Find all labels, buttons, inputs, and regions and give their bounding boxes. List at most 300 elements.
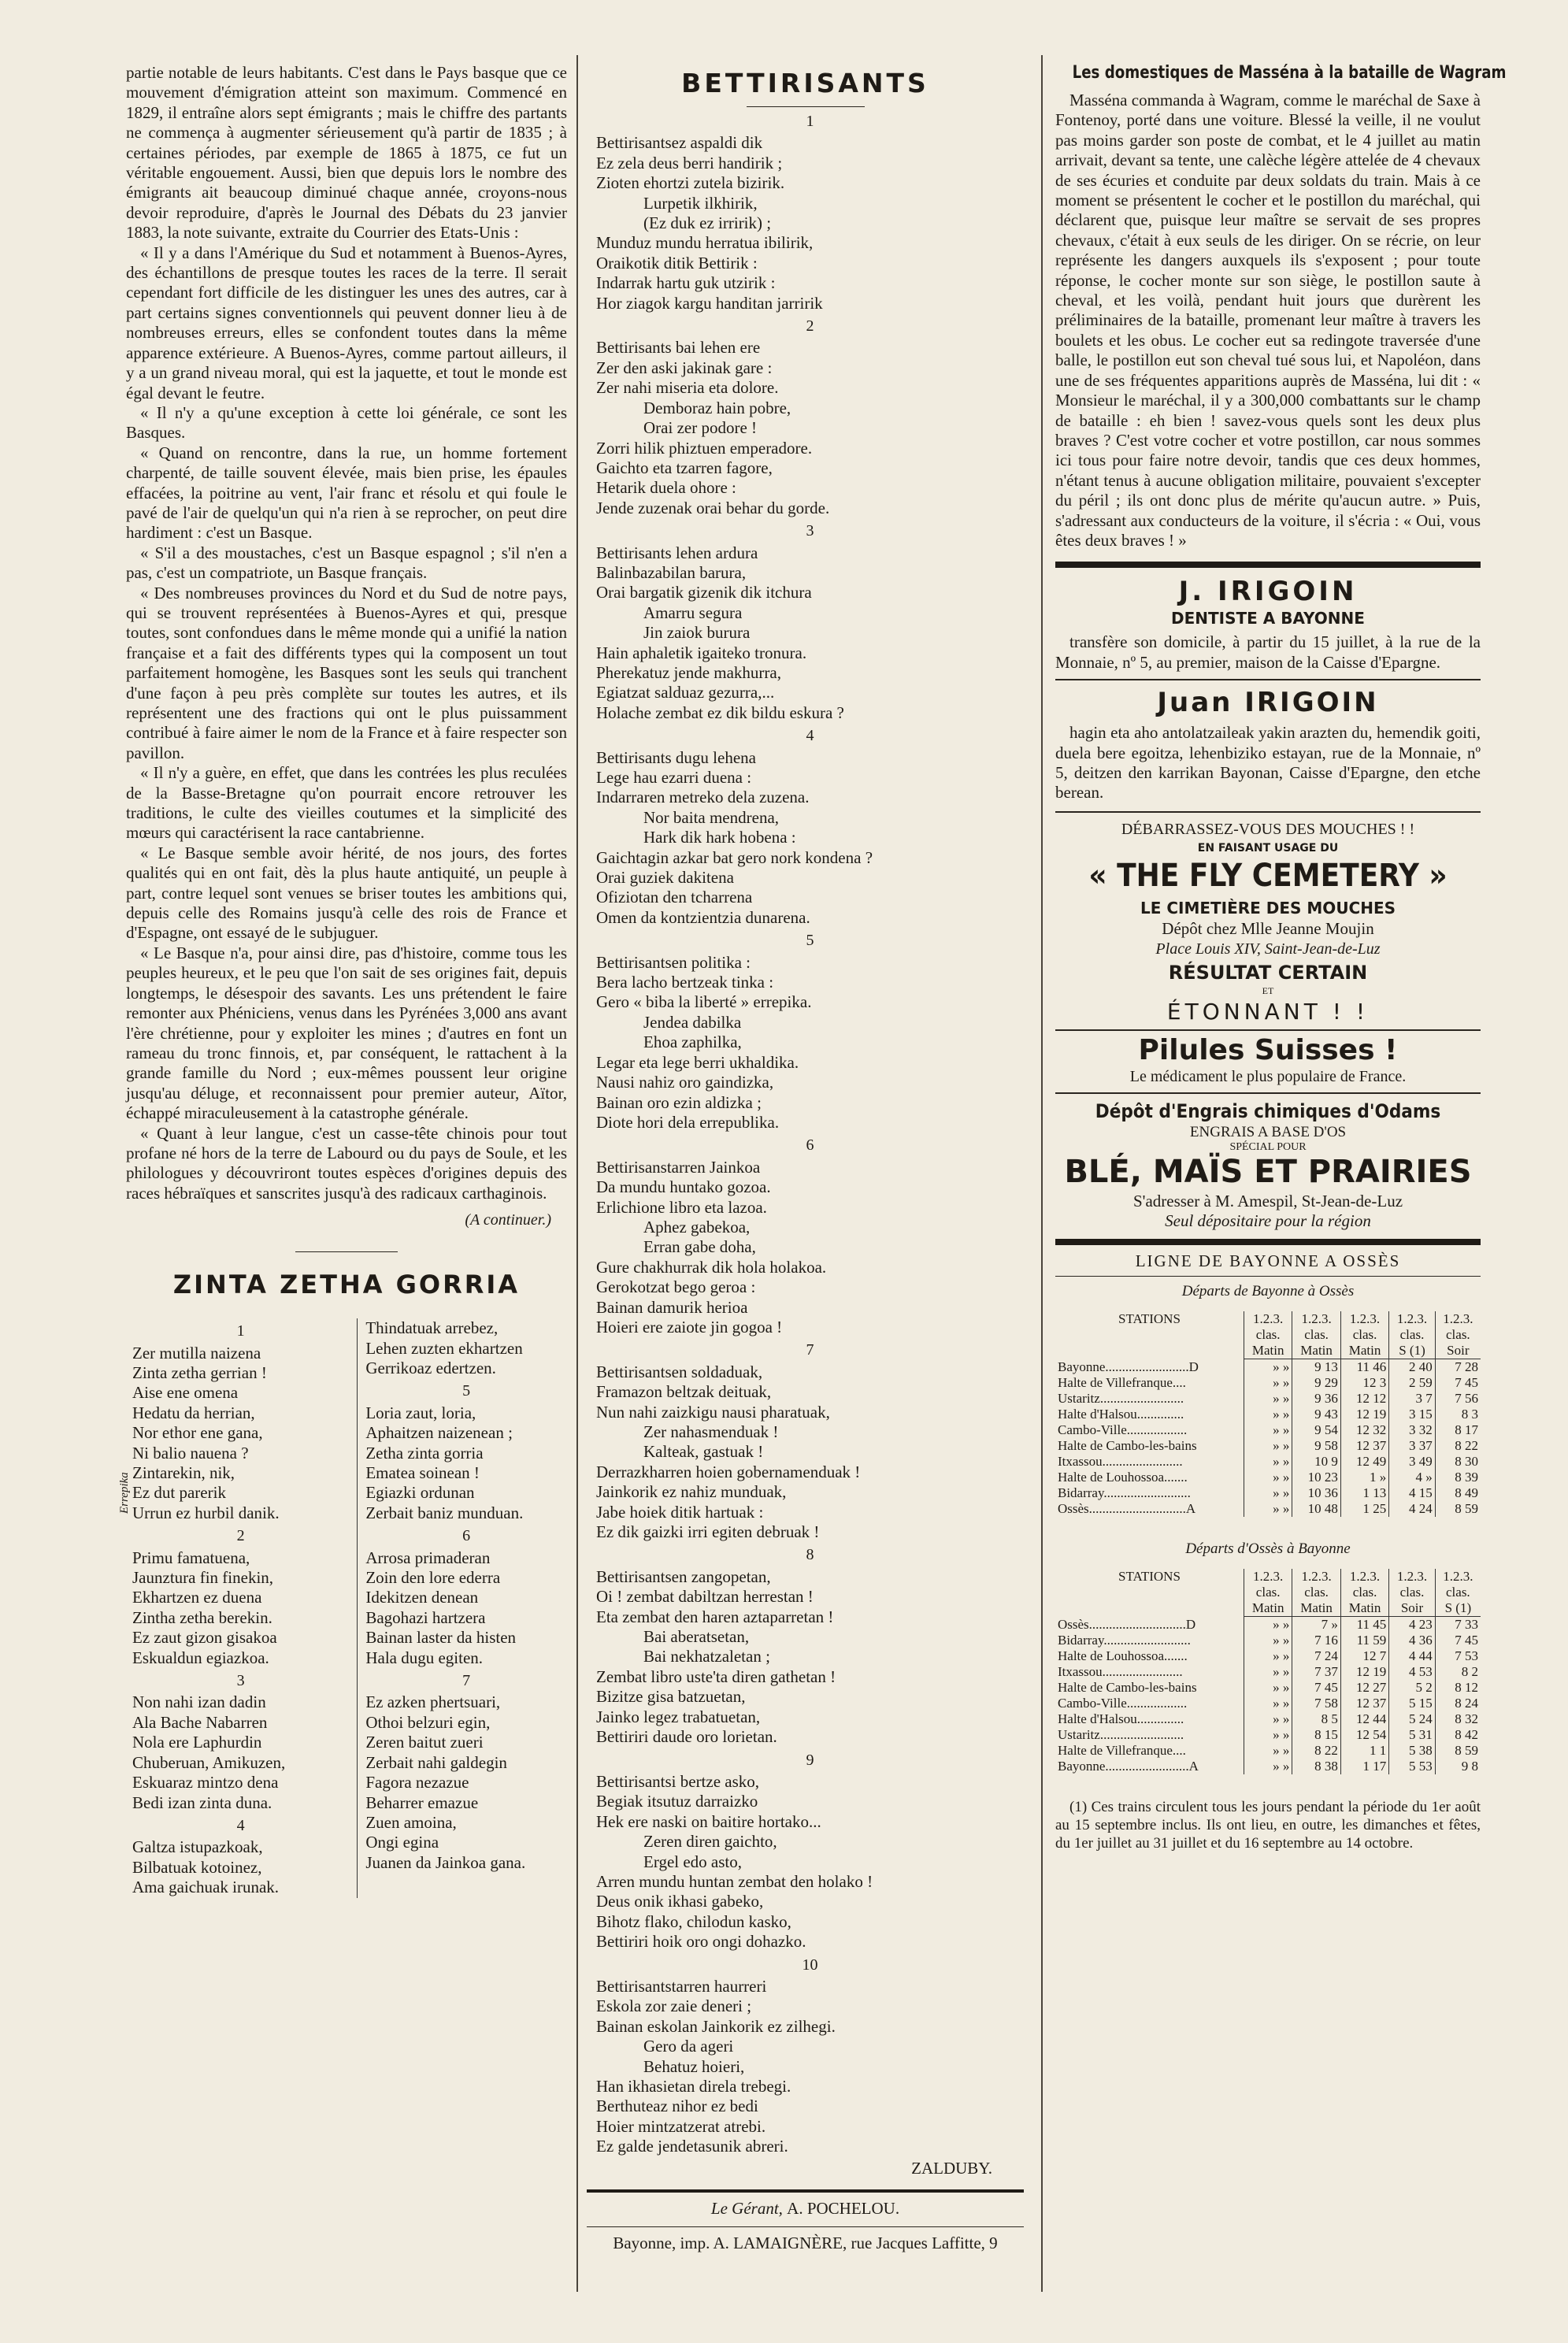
signature: ZALDUBY. xyxy=(911,2158,992,2178)
verse-line: Ez azken phertsuari, xyxy=(365,1692,501,1712)
departure-time: » » xyxy=(1244,1407,1292,1422)
departure-time: 12 54 xyxy=(1340,1727,1388,1743)
footnote-text: (1) Ces trains circulent tous les jours pendant la période du 1er août au 15 septembre inclus. Ils ont lieu, en outre, les dimanches et fêtes, du 1er juillet au 31 juillet et du 16 septembre au 14 octobre. xyxy=(1055,1798,1481,1852)
stanza xyxy=(365,1548,567,1668)
verse-line: Pherekatuz jende makhurra, xyxy=(596,662,781,682)
departure-time: 9 36 xyxy=(1292,1391,1340,1407)
verse-line: Aphez gabekoa, xyxy=(643,1217,751,1236)
divider xyxy=(1055,1029,1481,1031)
departure-time: 8 59 xyxy=(1435,1501,1481,1517)
departure-time: 12 12 xyxy=(1340,1391,1388,1407)
stanza xyxy=(596,748,1024,929)
station-name: Halte d'Halsou.............. xyxy=(1058,1406,1184,1422)
verse-line: Amarru segura xyxy=(643,602,743,622)
stanza xyxy=(596,1567,1024,1748)
table-header-row xyxy=(1055,1311,1481,1327)
verse-line: Zerbait baniz munduan. xyxy=(365,1503,524,1522)
verse-line: Urrun ez hurbil danik. xyxy=(132,1503,280,1522)
departure-time: 8 22 xyxy=(1435,1438,1481,1454)
verse-line: Nola ere Laphurdin xyxy=(132,1733,262,1752)
departure-time: 5 53 xyxy=(1389,1759,1435,1774)
period-header: S (1) xyxy=(1389,1343,1435,1359)
class-header: 1.2.3. xyxy=(1292,1311,1340,1327)
verse-line: Zetha zinta gorria xyxy=(365,1443,484,1463)
verse-line: Hetarik duela ohore : xyxy=(596,478,736,498)
station-name: Cambo-Ville.................. xyxy=(1058,1695,1188,1711)
departure-time: » » xyxy=(1244,1711,1292,1727)
fly-line-9: ÉTONNANT ! ! xyxy=(1166,998,1370,1025)
verse-line: Gerrikoaz edertzen. xyxy=(365,1358,496,1377)
continued-note: (A continuer.) xyxy=(465,1211,551,1229)
stanza xyxy=(596,133,1024,313)
period-header: Soir xyxy=(1389,1600,1435,1617)
departure-time: 8 22 xyxy=(1292,1743,1340,1759)
verse-line: Jaunztura fin finekin, xyxy=(132,1568,274,1588)
table-row xyxy=(1055,1438,1481,1454)
massena-article xyxy=(1055,91,1481,551)
zinta-left-column xyxy=(118,1318,349,1897)
paragraph: « Quand on rencontre, dans la rue, un homme fortement charpenté, de taille souvent élevée, mais bien prise, les épaules effacées, la poitrine au vent, l'air franc et résolu et qui foule le pavé de l'air de quelqu'un qui n'a rien à se reprocher, on peut dire hardiment : c'est un Basque. xyxy=(126,443,567,543)
verse-line: Zoin den lore ederra xyxy=(365,1568,501,1588)
departure-time: 1 13 xyxy=(1340,1485,1388,1501)
engrais-line-3: SPÉCIAL POUR xyxy=(1229,1140,1307,1153)
stanza xyxy=(596,1772,1024,1952)
zinta-right-column xyxy=(365,1318,567,1897)
stations-header: STATIONS xyxy=(1118,1311,1181,1326)
departure-time: » » xyxy=(1244,1616,1292,1633)
table-row xyxy=(1055,1680,1481,1696)
fly-cemetery-title: « THE FLY CEMETERY » xyxy=(1088,857,1448,894)
verse-line: Derrazkharren hoien gobernamenduak ! xyxy=(596,1462,861,1481)
period-header: Matin xyxy=(1244,1343,1292,1359)
stanza-number: 6 xyxy=(462,1527,471,1545)
departure-time: 7 24 xyxy=(1292,1648,1340,1664)
departure-time: 12 19 xyxy=(1340,1664,1388,1680)
departure-time: 7 37 xyxy=(1292,1664,1340,1680)
fly-line-1: DÉBARRASSEZ-VOUS DES MOUCHES ! ! xyxy=(1121,820,1415,838)
verse-line: Holache zembat ez dik bildu eskura ? xyxy=(596,703,844,722)
departure-time: 5 2 xyxy=(1389,1680,1435,1696)
verse-line: Hedatu da herrian, xyxy=(132,1403,255,1422)
juan-irigoin-name: Juan IRIGOIN xyxy=(1157,687,1379,719)
stanza-number: 4 xyxy=(806,727,814,745)
verse-line: Lege hau ezarri duena : xyxy=(596,768,752,787)
stanza-number: 1 xyxy=(806,113,814,130)
period-header: S (1) xyxy=(1435,1600,1481,1617)
verse-line: Zintarekin, nik, xyxy=(132,1463,235,1482)
table-row xyxy=(1055,1454,1481,1470)
verse-line: Zerbait nahi galdegin xyxy=(365,1752,507,1772)
verse-line: Bettirisanstarren Jainkoa xyxy=(596,1157,761,1177)
station-name: Bayonne.........................A xyxy=(1058,1758,1199,1774)
gerant-label: Le Gérant, xyxy=(710,2198,783,2218)
verse-line: Diote hori dela errepublika. xyxy=(596,1112,780,1132)
departure-time: 8 49 xyxy=(1435,1485,1481,1501)
stanza-number: 2 xyxy=(236,1527,245,1545)
departure-time: » » xyxy=(1244,1438,1292,1454)
column-separator xyxy=(576,55,578,2292)
station-name: Ossès.............................A xyxy=(1058,1500,1196,1516)
verse-line: Fagora nezazue xyxy=(365,1773,469,1792)
verse-line: Bainan laster da histen xyxy=(365,1628,517,1648)
divider xyxy=(1055,1239,1481,1245)
table-row xyxy=(1055,1359,1481,1375)
table-row xyxy=(1055,1759,1481,1774)
verse-line: Zeren diren gaichto, xyxy=(643,1832,777,1852)
departure-time: 4 15 xyxy=(1389,1485,1435,1501)
verse-line: Hoier mintzatzerat atrebi. xyxy=(596,2116,766,2136)
verse-line: Zer nahasmenduak ! xyxy=(643,1422,779,1441)
departure-time: 3 37 xyxy=(1389,1438,1435,1454)
departure-time: 8 38 xyxy=(1292,1759,1340,1774)
departure-time: 3 15 xyxy=(1389,1407,1435,1422)
departure-time: » » xyxy=(1244,1391,1292,1407)
verse-line: Bettirisantsen politika : xyxy=(596,952,751,972)
class-header: 1.2.3. xyxy=(1292,1569,1340,1585)
stanza-number: 3 xyxy=(806,522,814,540)
period-header: Matin xyxy=(1244,1600,1292,1617)
clas-header: clas. xyxy=(1389,1585,1435,1600)
class-header: 1.2.3. xyxy=(1389,1311,1435,1327)
paragraph: « Il n'y a guère, en effet, que dans les contrées les plus reculées de la Basse-Bretagne qu'on pourrait encore retrouver les traditions, le culte des vieilles coutumes et la simplicité des mœurs qui caractérisent la race cantabrienne. xyxy=(126,763,567,843)
paragraph: « Quant à leur langue, c'est un casse-tête chinois pour tout profane né hors de la terre de Labourd ou du pays de Soule, et les philologues y découvriront toutes espèces d'origines depuis des races hébraïques et sanscrites jusqu'à des radicaux carthaginois. xyxy=(126,1123,567,1203)
verse-line: Framazon beltzak deituak, xyxy=(596,1382,772,1402)
verse-line: Han ikhasietan direla trebegi. xyxy=(596,2077,791,2096)
verse-line: Eskola zor zaie deneri ; xyxy=(596,1996,752,2016)
verse-line: Bihotz flako, chilodun kasko, xyxy=(596,1911,791,1931)
departure-time: 7 58 xyxy=(1292,1696,1340,1711)
verse-line: Gure chakhurrak dik hola holakoa. xyxy=(596,1257,827,1277)
verse-line: Lehen zuzten ekhartzen xyxy=(365,1338,523,1358)
departure-time: 12 44 xyxy=(1340,1711,1388,1727)
verse-line: Jendea dabilka xyxy=(643,1012,742,1032)
departure-time: 4 » xyxy=(1389,1470,1435,1485)
verse-line: Gaichto eta tzarren fagore, xyxy=(596,458,773,477)
dep2-title: Départs d'Ossès à Bayonne xyxy=(1185,1540,1351,1557)
verse-line: Bettiriri hoik oro ongi dohazko. xyxy=(596,1932,806,1952)
station-name: Ustaritz......................... xyxy=(1058,1726,1184,1742)
engrais-title: Dépôt d'Engrais chimiques d'Odams xyxy=(1095,1099,1441,1122)
timetable-osses-bayonne xyxy=(1055,1569,1481,1774)
verse-line: Bettirisantstarren haurreri xyxy=(596,1976,767,1996)
verse-line: Bettiriri daude oro lorietan. xyxy=(596,1727,777,1747)
stanza-number: 3 xyxy=(236,1672,245,1690)
engrais-products: BLÉ, MAÏS ET PRAIRIES xyxy=(1064,1153,1472,1190)
verse-line: Omen da kontzientzia dunarena. xyxy=(596,907,810,927)
verse-line: Zeren baitut zueri xyxy=(365,1733,484,1752)
station-name: Halte de Villefranque.... xyxy=(1058,1374,1186,1390)
verse-line: Orai guziek dakitena xyxy=(596,868,734,888)
verse-line: Bettirisantsen zangopetan, xyxy=(596,1566,771,1586)
departure-time: » » xyxy=(1244,1633,1292,1648)
departure-time: » » xyxy=(1244,1470,1292,1485)
departure-time: 10 9 xyxy=(1292,1454,1340,1470)
station-name: Halte de Villefranque.... xyxy=(1058,1742,1186,1758)
verse-line: Zuen amoina, xyxy=(365,1812,457,1832)
departure-time: 5 38 xyxy=(1389,1743,1435,1759)
departure-time: 8 32 xyxy=(1435,1711,1481,1727)
table-row xyxy=(1055,1616,1481,1633)
station-name: Halte de Louhossoa....... xyxy=(1058,1648,1188,1663)
verse-line: Zorri hilik phiztuen emperadore. xyxy=(596,438,813,458)
table-row xyxy=(1055,1375,1481,1391)
irigoin-ad xyxy=(1055,632,1481,673)
stanza-number: 8 xyxy=(806,1546,814,1564)
verse-line: Beharrer emazue xyxy=(365,1792,479,1812)
stanza-number: 4 xyxy=(236,1816,245,1834)
departure-time: » » xyxy=(1244,1359,1292,1375)
departure-time: 4 53 xyxy=(1389,1664,1435,1680)
verse-line: Non nahi izan dadin xyxy=(132,1692,266,1712)
massena-title: Les domestiques de Masséna à la bataille de Wagram xyxy=(1072,63,1507,83)
departure-time: 12 49 xyxy=(1340,1454,1388,1470)
zinta-title: ZINTA ZETHA GORRIA xyxy=(172,1270,521,1300)
verse-line: Oraikotik ditik Bettirik : xyxy=(596,253,758,272)
verse-line: Ama gaichuak irunak. xyxy=(132,1878,280,1897)
verse-line: Jabe hoiek ditik hartuak : xyxy=(596,1502,764,1522)
departure-time: 8 39 xyxy=(1435,1470,1481,1485)
clas-header: clas. xyxy=(1292,1327,1340,1343)
verse-line: Zintha zetha berekin. xyxy=(132,1607,272,1627)
station-name: Bayonne.........................D xyxy=(1058,1359,1199,1374)
departure-time: 7 56 xyxy=(1435,1391,1481,1407)
departure-time: 2 40 xyxy=(1389,1359,1435,1375)
divider xyxy=(1055,679,1481,680)
station-name: Cambo-Ville.................. xyxy=(1058,1422,1188,1437)
stanza-number: 2 xyxy=(806,317,814,336)
departure-time: 10 23 xyxy=(1292,1470,1340,1485)
irigoin-role: DENTISTE A BAYONNE xyxy=(1171,609,1365,628)
station-name: Bidarray.......................... xyxy=(1058,1485,1191,1500)
stations-header: STATIONS xyxy=(1118,1568,1181,1584)
juan-irigoin-text: hagin eta aho antolatzaileak yakin arazten du, hemendik goiti, duela bere egoitza, lehenbiziko estayan, rue de la Monnaie, nº 5, deitzen den karrikan Bayonan, Caisse d'Epargne, den etche berean. xyxy=(1055,723,1481,803)
verse-line: Hoieri ere zaiote jin gogoa ! xyxy=(596,1317,783,1336)
verse-line: Begiak itsutuz darraizko xyxy=(596,1792,758,1811)
departure-time: 9 13 xyxy=(1292,1359,1340,1375)
fly-line-8: ET xyxy=(1262,984,1274,996)
verse-line: Ez galde jendetasunik abreri. xyxy=(596,2137,788,2156)
verse-line: Ni balio nauena ? xyxy=(132,1443,249,1463)
departure-time: 7 33 xyxy=(1435,1616,1481,1633)
gerant-line xyxy=(587,2199,1024,2219)
stanza-number: 10 xyxy=(802,1956,818,1974)
verse-line: Kalteak, gastuak ! xyxy=(643,1442,764,1462)
departure-time: 12 37 xyxy=(1340,1696,1388,1711)
stanza xyxy=(132,1344,349,1463)
verse-line: Oi ! zembat dabiltzan herrestan ! xyxy=(596,1587,814,1607)
departure-time: 1 17 xyxy=(1340,1759,1388,1774)
fly-line-7: RÉSULTAT CERTAIN xyxy=(1168,961,1368,984)
verse-line: Bettirisantsen soldaduak, xyxy=(596,1362,763,1381)
departure-time: » » xyxy=(1244,1759,1292,1774)
verse-line: Hek ere naski on baitire hortako... xyxy=(596,1811,821,1831)
verse-line: Aise ene omena xyxy=(132,1383,239,1403)
imprint: Bayonne, imp. A. LAMAIGNÈRE, rue Jacques Laffitte, 9 xyxy=(613,2233,998,2252)
verse-line: Zinta zetha gerrian ! xyxy=(132,1362,267,1382)
verse-line: Ekhartzen ez duena xyxy=(132,1588,262,1607)
class-header: 1.2.3. xyxy=(1244,1569,1292,1585)
verse-line: Behatuz hoieri, xyxy=(643,2056,745,2076)
departure-time: 7 45 xyxy=(1435,1633,1481,1648)
verse-line: Ofiziotan den tcharrena xyxy=(596,888,753,907)
stanza xyxy=(365,1318,567,1378)
bettirisants-title: BETTIRISANTS xyxy=(681,68,929,98)
irigoin-text: transfère son domicile, à partir du 15 juillet, à la rue de la Monnaie, nº 5, au premier, maison de la Caisse d'Epargne. xyxy=(1055,632,1481,672)
departure-time: 10 48 xyxy=(1292,1501,1340,1517)
departure-time: 8 3 xyxy=(1435,1407,1481,1422)
departure-time: 8 5 xyxy=(1292,1711,1340,1727)
verse-line: Ez dik gaizki irri egiten debruak ! xyxy=(596,1522,820,1542)
departure-time: 2 59 xyxy=(1389,1375,1435,1391)
departure-time: 11 45 xyxy=(1340,1616,1388,1633)
verse-line: Zer den aski jakinak gare : xyxy=(596,358,773,377)
verse-line: Bainan oro ezin aldizka ; xyxy=(596,1092,762,1112)
departure-time: 7 53 xyxy=(1435,1648,1481,1664)
departure-time: » » xyxy=(1244,1485,1292,1501)
gerant-name: A. POCHELOU. xyxy=(787,2198,900,2218)
column-1 xyxy=(118,63,567,1898)
period-header: Soir xyxy=(1435,1343,1481,1359)
stanza-number: 9 xyxy=(806,1751,814,1769)
clas-header: clas. xyxy=(1389,1327,1435,1343)
verse-line: Hain aphaletik igaiteko tronura. xyxy=(596,643,807,662)
station-name: Itxassou........................ xyxy=(1058,1453,1183,1469)
fly-line-6: Place Louis XIV, Saint-Jean-de-Luz xyxy=(1155,940,1381,958)
verse-line: Da mundu huntako gozoa. xyxy=(596,1177,771,1197)
juan-irigoin-ad xyxy=(1055,723,1481,803)
departure-time: 4 23 xyxy=(1389,1616,1435,1633)
departure-time: » » xyxy=(1244,1743,1292,1759)
zinta-poem xyxy=(118,1318,567,1897)
clas-header: clas. xyxy=(1435,1585,1481,1600)
verse-line: Bilbatuak kotoinez, xyxy=(132,1857,262,1877)
departure-time: 5 31 xyxy=(1389,1727,1435,1743)
table-header-row xyxy=(1055,1569,1481,1585)
verse-line: Zioten ehortzi zutela bizirik. xyxy=(596,173,785,193)
verse-line: Berthuteaz nihor ez bedi xyxy=(596,2096,758,2116)
departure-time: 12 7 xyxy=(1340,1648,1388,1664)
verse-line: Gerokotzat bego geroa : xyxy=(596,1277,756,1297)
station-name: Halte de Cambo-les-bains xyxy=(1058,1437,1197,1453)
stanza xyxy=(596,1158,1024,1338)
departure-time: 7 45 xyxy=(1435,1375,1481,1391)
stanza-number: 7 xyxy=(462,1672,471,1690)
ligne-title: LIGNE DE BAYONNE A OSSÈS xyxy=(1135,1251,1401,1270)
verse-line: Bettirisants dugu lehena xyxy=(596,747,756,767)
departure-time: 9 29 xyxy=(1292,1375,1340,1391)
departure-time: 8 2 xyxy=(1435,1664,1481,1680)
table-row xyxy=(1055,1407,1481,1422)
table-row xyxy=(1055,1696,1481,1711)
verse-line: Nor baita mendrena, xyxy=(643,807,780,827)
departure-time: 1 25 xyxy=(1340,1501,1388,1517)
table-row xyxy=(1055,1501,1481,1517)
station-name: Halte de Cambo-les-bains xyxy=(1058,1679,1197,1695)
clas-header: clas. xyxy=(1244,1327,1292,1343)
divider xyxy=(1055,562,1481,568)
departure-time: 4 44 xyxy=(1389,1648,1435,1664)
divider xyxy=(587,2189,1024,2193)
stanza xyxy=(365,1692,567,1873)
verse-line: Bainan damurik herioa xyxy=(596,1297,748,1317)
class-header: 1.2.3. xyxy=(1389,1569,1435,1585)
fly-line-2: EN FAISANT USAGE DU xyxy=(1197,841,1339,855)
verse-line: Erran gabe doha, xyxy=(643,1237,756,1257)
verse-line: Chuberuan, Amikuzen, xyxy=(132,1752,286,1772)
departure-time: 9 58 xyxy=(1292,1438,1340,1454)
verse-line: Idekitzen denean xyxy=(365,1588,479,1607)
verse-line: Othoi belzuri egin, xyxy=(365,1712,491,1732)
fly-line-4: LE CIMETIÈRE DES MOUCHES xyxy=(1140,898,1396,918)
engrais-line-5: S'adresser à M. Amespil, St-Jean-de-Luz xyxy=(1132,1191,1403,1210)
verse-line: Gaichtagin azkar bat gero nork kondena ? xyxy=(596,847,873,867)
station-name: Bidarray.......................... xyxy=(1058,1632,1191,1648)
verse-line: Arrosa primaderan xyxy=(365,1548,491,1567)
departure-time: 5 24 xyxy=(1389,1711,1435,1727)
departure-time: 12 19 xyxy=(1340,1407,1388,1422)
period-header: Matin xyxy=(1340,1343,1388,1359)
departure-time: 10 36 xyxy=(1292,1485,1340,1501)
clas-header: clas. xyxy=(1340,1585,1388,1600)
departure-time: 9 43 xyxy=(1292,1407,1340,1422)
stanza-number: 7 xyxy=(806,1341,814,1359)
verse-line: Jainko legez trabatuetan, xyxy=(596,1707,761,1726)
table-row xyxy=(1055,1743,1481,1759)
departure-time: 4 24 xyxy=(1389,1501,1435,1517)
departure-time: 7 28 xyxy=(1435,1359,1481,1375)
departure-time: » » xyxy=(1244,1696,1292,1711)
clas-header: clas. xyxy=(1435,1327,1481,1343)
verse-line: Bainan eskolan Jainkorik ez zilhegi. xyxy=(596,2016,836,2036)
departure-time: 8 17 xyxy=(1435,1422,1481,1438)
verse-line: Indarraren metreko dela zuzena. xyxy=(596,788,810,807)
massena-text: Masséna commanda à Wagram, comme le maréchal de Saxe à Fontenoy, porté dans une voiture. Blessé la veille, il ne voulut pas moins garder son poste de combat, et le 4 juillet au matin arrivait, devant sa tente, une calèche légère attelée de 4 chevaux de ses écuries et conduite par deux soldats du train. Mais à ce moment se présentent le cocher et le postillon du maréchal, qui déclarent que, puisque leur maître se servait de ses propres chevaux, c'était à eux seuls de les diriger. On se récrie, on leur représente les dangers auxquels ils s'exposent ; pour toute réponse, le cocher monte sur son siège, le postillon saute à cheval, et les voilà, pendant huit jours que durèrent les préliminaires de la bataille, promenant leur maître à travers les boulets et les obus. Le cocher eut sa redingote traversée d'une balle, le postillon eut son cheval tué sous lui, et Napoléon, dans une de ses fréquentes apparitions auprès de Masséna, lui dit : « Monsieur le maréchal, il y a 300,000 combattants sur le champ de bataille : eh bien ! savez-vous quels sont les deux plus braves ? C'est votre cocher et votre postillon, car nous sommes ici tous pour faire notre devoir, tandis que ces deux hommes, n'étant tenus à aucune obligation militaire, pouvaient s'excepter du péril ; ils ont donc plus de mérite qu'aucun autre. » Puis, s'adressant aux conducteurs de la voiture, il s'écria : « Oui, vous êtes deux braves ! » xyxy=(1055,91,1481,550)
departure-time: » » xyxy=(1244,1680,1292,1696)
table-row xyxy=(1055,1485,1481,1501)
zinta-divider xyxy=(357,1318,358,1897)
verse-line: Eskuaraz mintzo dena xyxy=(132,1773,279,1792)
departure-time: 1 » xyxy=(1340,1470,1388,1485)
station-name: Halte d'Halsou.............. xyxy=(1058,1711,1184,1726)
table-row xyxy=(1055,1711,1481,1727)
verse-line: Galtza istupazkoak, xyxy=(132,1837,263,1857)
departure-time: 8 24 xyxy=(1435,1696,1481,1711)
departure-time: 12 37 xyxy=(1340,1438,1388,1454)
departure-time: 1 1 xyxy=(1340,1743,1388,1759)
verse-line: Zer mutilla naizena xyxy=(132,1343,261,1362)
divider xyxy=(295,1251,398,1252)
pilules-title: Pilules Suisses ! xyxy=(1138,1033,1398,1066)
verse-line: Ala Bache Nabarren xyxy=(132,1712,268,1732)
verse-line: Munduz mundu herratua ibilirik, xyxy=(596,233,814,253)
paragraph: « Des nombreuses provinces du Nord et du Sud de notre pays, qui se trouvent représentées à Buenos-Ayres et qui, presque toutes, sont confondues dans le même monde qui a unifié la nation française et a fait des différents types qui la composent un tout parfaitement homogène, les Basques sont les seuls qui tranchent d'une façon à peu près complète sur toutes les autres, et ils représentent une des fractions qui ont le plus puissamment contribué à faire aimer le nom de la France et à faire respecter son pavillon. xyxy=(126,583,567,762)
class-header: 1.2.3. xyxy=(1340,1311,1388,1327)
verse-line: Ergel edo asto, xyxy=(643,1852,742,1871)
departure-time: » » xyxy=(1244,1454,1292,1470)
verse-line: Arren mundu huntan zembat den holako ! xyxy=(596,1871,873,1891)
verse-line: Hor ziagok kargu handitan jarririk xyxy=(596,293,823,313)
verse-line: Ez zela deus berri handirik ; xyxy=(596,153,783,172)
verse-line: Egiazki ordunan xyxy=(365,1483,475,1503)
stanza-number: 5 xyxy=(462,1382,471,1400)
paragraph: « Il y a dans l'Amérique du Sud et notamment à Buenos-Ayres, des échantillons de presque toutes les races de la terre. Il serait cependant fort difficile de les distinguer les unes des autres, car à part certains signes conventionnels qui peuvent donner lieu à de nombreuses erreurs, elles se confondent toutes dans la même apparence extérieure. A Buenos-Ayres, comme partout ailleurs, il y a un grand niveau moral, qui est la jaquette, et tout le monde est égal devant le feutre. xyxy=(126,243,567,402)
departure-time: 8 12 xyxy=(1435,1680,1481,1696)
station-name: Halte de Louhossoa....... xyxy=(1058,1469,1188,1485)
verse-line: Ez zaut gizon gisakoa xyxy=(132,1628,277,1648)
verse-line: Bettirisants bai lehen ere xyxy=(596,338,761,358)
departure-time: 8 59 xyxy=(1435,1743,1481,1759)
timetable-bayonne-osses xyxy=(1055,1311,1481,1517)
